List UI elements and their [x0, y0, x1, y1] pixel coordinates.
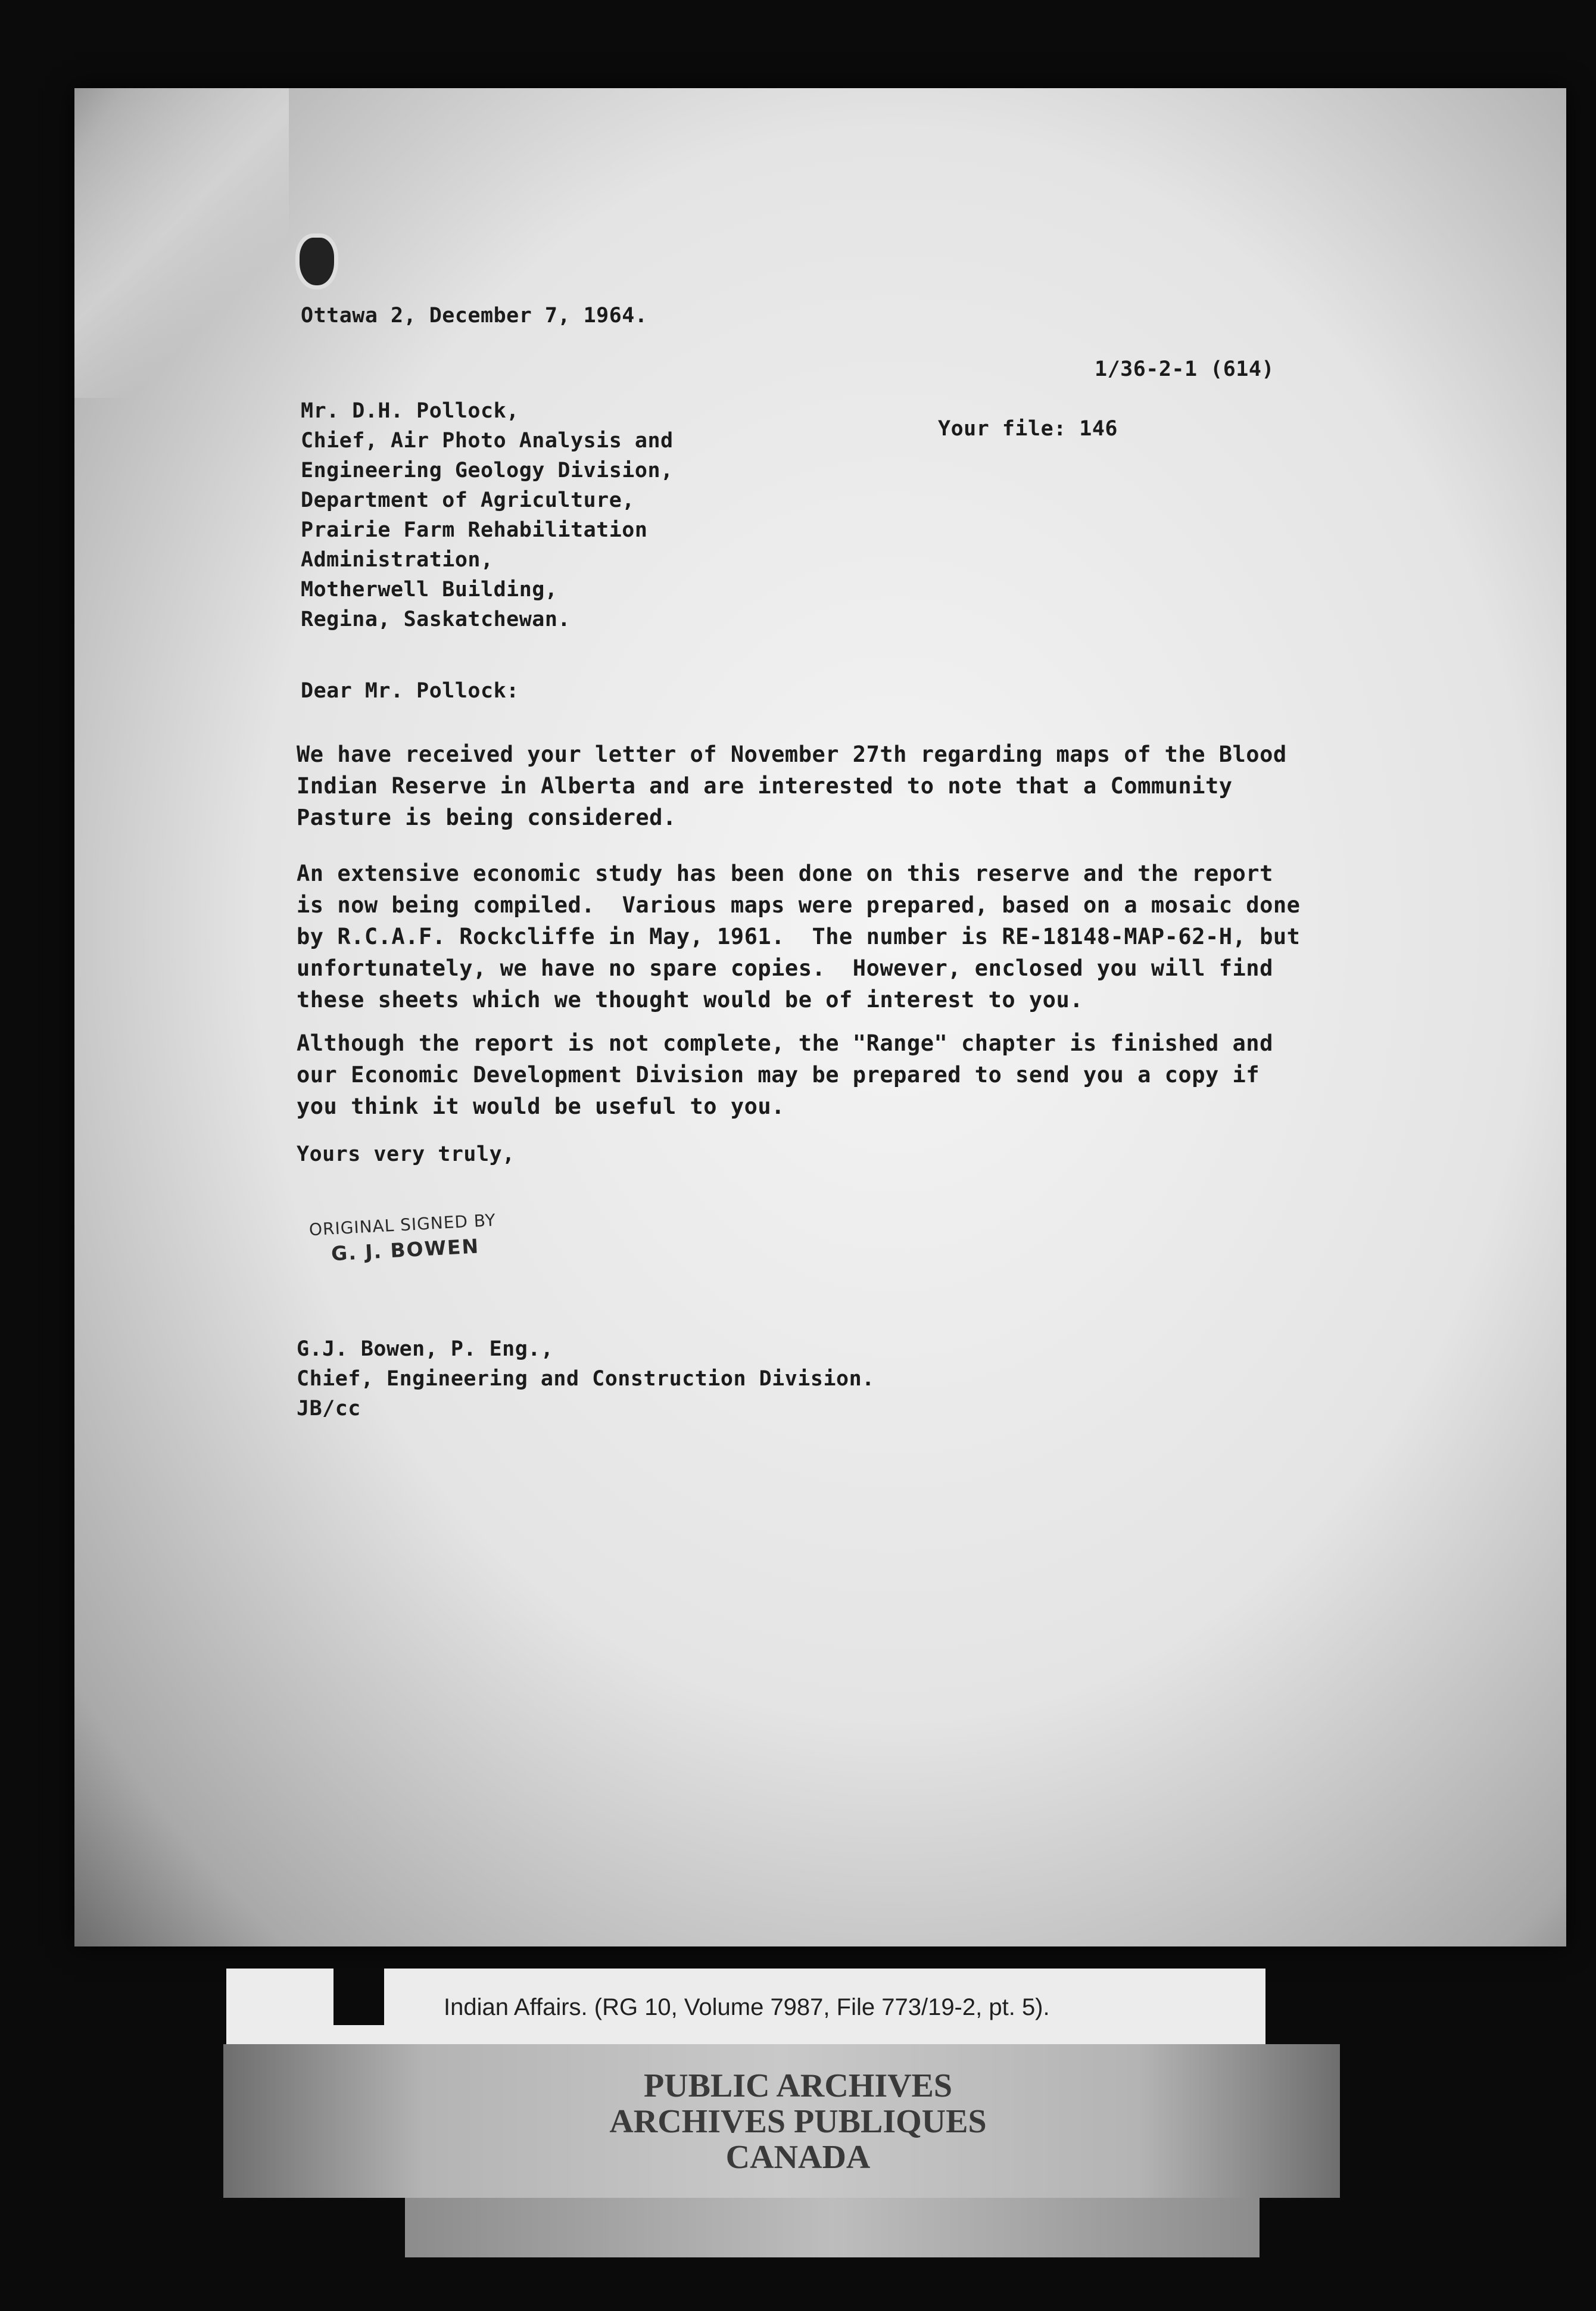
- body-line: Indian Reserve in Alberta and are interested to note that a Community: [297, 773, 1233, 799]
- body-line: unfortunately, we have no spare copies. However, enclosed you will find: [297, 955, 1273, 981]
- address-line: Prairie Farm Rehabilitation: [301, 518, 648, 542]
- body-line: our Economic Development Division may be prepared to send you a copy if: [297, 1062, 1260, 1088]
- signer-title: Chief, Engineering and Construction Division.: [297, 1367, 875, 1391]
- stamp-name: G. J. BOWEN: [331, 1234, 481, 1266]
- address-line: Department of Agriculture,: [301, 488, 635, 512]
- body-line: these sheets which we thought would be of interest to you.: [297, 987, 1084, 1013]
- address-line: Administration,: [301, 548, 494, 572]
- signer-name: G.J. Bowen, P. Eng.,: [297, 1337, 554, 1361]
- letter-page: [74, 88, 1566, 1946]
- address-line: Engineering Geology Division,: [301, 459, 674, 482]
- body-line: An extensive economic study has been done on this reserve and the report: [297, 861, 1273, 886]
- archives-line: ARCHIVES PUBLIQUES: [609, 2103, 987, 2140]
- strip-notch: [333, 1969, 384, 2025]
- archives-card-tab: [405, 2198, 1260, 2257]
- body-line: We have received your letter of November 27th regarding maps of the Blood: [297, 742, 1287, 767]
- stamp-line: ORIGINAL SIGNED BY: [308, 1210, 497, 1240]
- reference-initials: JB/cc: [297, 1397, 361, 1421]
- archives-line: CANADA: [725, 2139, 871, 2176]
- address-line: Regina, Saskatchewan.: [301, 608, 571, 631]
- signature-stamp: [308, 1210, 498, 1266]
- letter-dateline: Ottawa 2, December 7, 1964.: [301, 304, 648, 328]
- address-line: Motherwell Building,: [301, 578, 558, 602]
- hole-mark-icon: [295, 233, 338, 289]
- body-line: Pasture is being considered.: [297, 805, 677, 830]
- closing: Yours very truly,: [297, 1142, 515, 1166]
- address-line: Chief, Air Photo Analysis and: [301, 429, 674, 453]
- archive-file-reference: Indian Affairs. (RG 10, Volume 7987, File 773/19-2, pt. 5).: [444, 1994, 1050, 2020]
- body-line: by R.C.A.F. Rockcliffe in May, 1961. The number is RE-18148-MAP-62-H, but: [297, 924, 1301, 949]
- archives-line: PUBLIC ARCHIVES: [643, 2067, 953, 2104]
- salutation: Dear Mr. Pollock:: [301, 679, 519, 703]
- body-line: Although the report is not complete, the "Range" chapter is finished and: [297, 1030, 1273, 1056]
- address-line: Mr. D.H. Pollock,: [301, 399, 519, 423]
- your-file: Your file: 146: [938, 417, 1118, 441]
- body-line: you think it would be useful to you.: [297, 1094, 785, 1119]
- letter-reference: 1/36-2-1 (614): [1095, 357, 1275, 381]
- body-line: is now being compiled. Various maps were prepared, based on a mosaic done: [297, 892, 1301, 918]
